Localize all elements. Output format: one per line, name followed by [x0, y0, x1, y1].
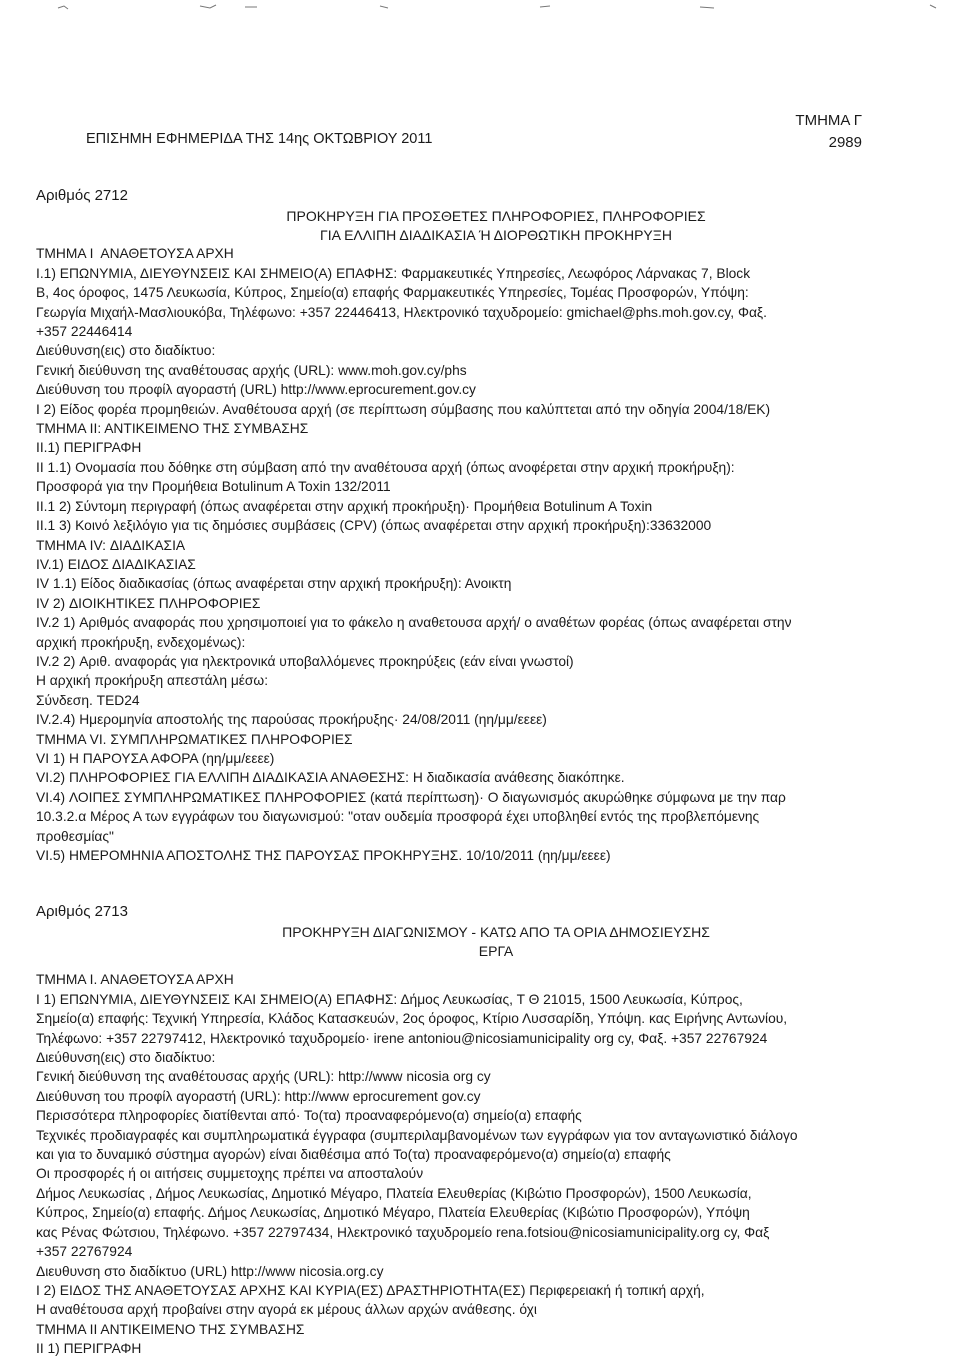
text-line: Περισσότερα πληροφορίες διατίθενται από· Το(τα) προαναφερόμενο(α) σημείο(α) επαφής [36, 1108, 582, 1124]
text-line: 10.3.2.α Μέρος Α των εγγράφων του διαγωνισμού: "οταν ουδεμία προσφορά έχει υποβληθεί εντός της προβλεπόμενης [36, 809, 760, 825]
text-line: ΙV.2 1) Αριθμός αναφοράς που χρησιμοποιεί για το φάκελο η αναθετουσα αρχή/ ο αναθέτων φορέας (όπως αναφέρεται στην [36, 615, 792, 631]
notice-body [36, 244, 866, 865]
text-line: και για το δυναμικό σύστημα αγορών) είναι διαθέσιμα από Το(τα) προαναφερόμενο(α) σημείο(α) επαφής [36, 1147, 671, 1163]
text-line: ΤΜΗΜΑ VI. ΣΥΜΠΛΗΡΩΜΑΤΙΚΕΣ ΠΛΗΡΟΦΟΡΙΕΣ [36, 731, 353, 747]
header-right [795, 110, 862, 154]
text-line: +357 22446414 [36, 324, 133, 340]
text-line: +357 22767924 [36, 1244, 133, 1260]
section-label: ΤΜΗΜΑ Γ [795, 112, 862, 129]
text-line: Τηλέφωνο: +357 22797412, Ηλεκτρονικό ταχυδρομείο· irene antoniou@nicosiamunicipality org cy, Φαξ. +357 22767924 [36, 1030, 768, 1046]
text-line: VI 1) Η ΠΑΡΟΥΣΑ ΑΦΟΡΑ (ηη/μμ/εεεε) [36, 750, 275, 766]
text-line: VI.5) ΗΜΕΡΟΜΗΝΙΑ ΑΠΟΣΤΟΛΗΣ ΤΗΣ ΠΑΡΟΥΣΑΣ ΠΡΟΚΗΡΥΞΗΣ. 10/10/2011 (ηη/μμ/εεεε) [36, 848, 611, 863]
text-line: B, 4ος όροφος, 1475 Λευκωσία, Κύπρος, Σημείο(α) επαφής Φαρμακευτικές Υπηρεσίες, Τομέας Προσφορών, Υπόψη: [36, 285, 749, 301]
notice-title-line: ΕΡΓΑ [478, 942, 514, 959]
text-line: ΤΜΗΜΑ Ι. ΑΝΑΘΕΤΟΥΣΑ ΑΡΧΗ [36, 972, 234, 988]
scan-artifacts [0, 0, 960, 20]
text-line: Κύπρος, Σημείο(α) επαφής. Δήμος Λευκωσίας, Δημοτικό Μέγαρο, Πλατεία Ελευθερίας (Κιβώτιο Προσφορών), Υπόψη [36, 1205, 750, 1221]
text-line: Η αναθέτουσα αρχή προβαίνει στην αγορά εκ μέρους άλλων αρχών ανάθεσης. όχι [36, 1302, 537, 1318]
text-line: Σύνδεση. TED24 [36, 692, 140, 708]
notice-title [36, 923, 866, 960]
text-line: Σημείο(α) επαφής: Τεχνική Υπηρεσία, Κλάδος Κατασκευών, 2ος όροφος, Κτίριο Λυσσαρίδη, Υπόψη. κας Ειρήνης Αντωνίου, [36, 1011, 788, 1027]
text-line: ΤΜΗΜΑ ΙV: ΔΙΑΔΙΚΑΣΙΑ [36, 537, 186, 553]
text-line: Γενική διεύθυνση της αναθέτουσας αρχής (URL): www.moh.gov.cy/phs [36, 362, 467, 378]
gazette-title: ΕΠΙΣΗΜΗ ΕΦΗΜΕΡΙΔΑ ΤΗΣ 14ης ΟΚΤΩΒΡΙΟΥ 2011 [86, 131, 433, 147]
text-line: Ι 1) ΕΠΩΝΥΜΙΑ, ΔΙΕΥΘΥΝΣΕΙΣ ΚΑΙ ΣΗΜΕΙΟ(Α) ΕΠΑΦΗΣ: Δήμος Λευκωσίας, Τ Θ 21015, 1500 Λευκωσία, Κύπρος, [36, 991, 743, 1007]
notice-title-line: ΠΡΟΚΗΡΥΞΗ ΔΙΑΓΩΝΙΣΜΟΥ - ΚΑΤΩ ΑΠΟ ΤΑ ΟΡΙΑ ΔΗΜΟΣΙΕΥΣΗΣ [282, 924, 710, 941]
text-line: ΙΙ.1) ΠΕΡΙΓΡΑΦΗ [36, 440, 142, 456]
text-line: αρχική προκήρυξη, ενδεχομένως): [36, 634, 246, 650]
text-line: Διεύθυνση(εις) στο διαδίκτυο: [36, 343, 216, 359]
text-line: Δήμος Λευκωσίας , Δήμος Λευκωσίας, Δημοτικό Μέγαρο, Πλατεία Ελευθερίας (Κιβώτιο Προσφορών), 1500 Λευκωσία, [36, 1185, 752, 1201]
text-line: Διεύθυνση(εις) στο διαδίκτυο: [36, 1050, 216, 1066]
text-line: ΙV 2) ΔΙΟΙΚΗΤΙΚΕΣ ΠΛΗΡΟΦΟΡΙΕΣ [36, 595, 261, 611]
notice-number: Αριθμός 2712 [36, 187, 128, 204]
page-number: 2989 [828, 134, 862, 151]
text-line: Τεχνικές προδιαγραφές και συμπληρωματικά έγγραφα (συμπεριλαμβανομένων των εγγράφων για τον ανταγωνιστικό διάλογο [36, 1127, 798, 1143]
text-line: Διεύθυνση του προφίλ αγοραστή (URL): http://www eprocurement gov.cy [36, 1088, 481, 1104]
notice-body [36, 970, 866, 1358]
text-line: κας Ρένας Φώτσιου, Τηλέφωνο. +357 22797434, Ηλεκτρονικό ταχυδρομείο rena.fotsiou@nicosiamunicipality.org cy, Φαξ [36, 1224, 770, 1240]
notice-2713 [36, 902, 866, 1359]
text-line: Ι 2) Είδος φορέα προμηθειών. Αναθέτουσα αρχή (σε περίπτωση σύμβασης που καλύπτεται από την οδηγία 2004/18/ΕΚ) [36, 401, 771, 417]
text-line: ΤΜΗΜΑ ΙΙ: ΑΝΤΙΚΕΙΜΕΝΟ ΤΗΣ ΣΥΜΒΑΣΗΣ [36, 421, 309, 437]
notice-title-line: ΓΙΑ ΕΛΛΙΠΗ ΔΙΑΔΙΚΑΣΙΑ Ή ΔΙΟΡΘΩΤΙΚΗ ΠΡΟΚΗΡΥΞΗ [320, 226, 672, 243]
text-line: Οι προσφορές ή οι αιτήσεις συμμετοχης πρέπει να αποσταλούν [36, 1166, 424, 1182]
notice-2712 [36, 186, 866, 865]
text-line: ΙΙ 1.1) Ονομασία που δόθηκε στη σύμβαση από την αναθέτουσα αρχή (όπως ανοφέρεται στην αρχική προκήρυξη): [36, 459, 735, 475]
notice-title [36, 207, 866, 244]
text-line: ΙΙ.1 2) Σύντομη περιγραφή (όπως αναφέρεται στην αρχική προκήρυξη)· Προμήθεια Botulinum A Toxin [36, 498, 653, 514]
text-line: ΤΜΗΜΑ ΙΙ ΑΝΤΙΚΕΙΜΕΝΟ ΤΗΣ ΣΥΜΒΑΣΗΣ [36, 1321, 305, 1337]
text-line: ΤΜΗΜΑ Ι ΑΝΑΘΕΤΟΥΣΑ ΑΡΧΗ [36, 246, 234, 262]
text-line: Διεύθυνση του προφίλ αγοραστή (URL) http://www.eprocurement.gov.cy [36, 382, 476, 398]
text-line: Ι 2) ΕΙΔΟΣ ΤΗΣ ΑΝΑΘΕΤΟΥΣΑΣ ΑΡΧΗΣ ΚΑΙ ΚΥΡΙΑ(ΕΣ) ΔΡΑΣΤΗΡΙΟΤΗΤΑ(ΕΣ) Περιφερειακή ή τοπική αρχή, [36, 1282, 705, 1298]
text-line: ΙΙ 1) ΠΕΡΙΓΡΑΦΗ [36, 1341, 142, 1357]
text-line: ΙΙ.1 3) Κοινό λεξιλόγιο για τις δημόσιες συμβάσεις (CPV) (όπως αναφέρεται στην αρχική προκήρυξη):33632000 [36, 518, 712, 534]
text-line: Γεωργία Μιχαήλ-Μασλιουκόβα, Τηλέφωνο: +357 22446413, Ηλεκτρονικό ταχυδρομείο: gmichael@phs.moh.gov.cy, Φαξ. [36, 304, 767, 320]
text-line: VI.4) ΛΟΙΠΕΣ ΣΥΜΠΛΗΡΩΜΑΤΙΚΕΣ ΠΛΗΡΟΦΟΡΙΕΣ (κατά περίπτωση)· Ο διαγωνισμός ακυρώθηκε σύμφωνα με την παρ [36, 789, 786, 805]
text-line: προθεσμίας" [36, 828, 114, 844]
text-line: ΙV.2 2) Αριθ. αναφοράς για ηλεκτρονικά υποβαλλόμενες προκηρύξεις (εάν είναι γνωστοί) [36, 653, 574, 669]
text-line: ΙV.2.4) Ημερομηνία αποστολής της παρούσας προκήρυξης· 24/08/2011 (ηη/μμ/εεεε) [36, 712, 547, 728]
text-line: ΙV.1) ΕΙΔΟΣ ΔΙΑΔΙΚΑΣΙΑΣ [36, 556, 196, 572]
text-line: Η αρχική προκήρυξη απεστάλη μέσω: [36, 673, 269, 689]
text-line: Ι.1) ΕΠΩΝΥΜΙΑ, ΔΙΕΥΘΥΝΣΕΙΣ ΚΑΙ ΣΗΜΕΙΟ(Α) ΕΠΑΦΗΣ: Φαρμακευτικές Υπηρεσίες, Λεωφόρος Λάρνακας 7, Block [36, 265, 751, 281]
text-line: Γενική διεύθυνση της αναθέτουσας αρχής (URL): http://www nicosia org cy [36, 1069, 491, 1085]
text-line: VI.2) ΠΛΗΡΟΦΟΡΙΕΣ ΓΙΑ ΕΛΛΙΠΗ ΔΙΑΔΙΚΑΣΙΑ ΑΝΑΘΕΣΗΣ: Η διαδικασία ανάθεσης διακόπηκε. [36, 770, 625, 786]
text-line: Προσφορά για την Προμήθεια Botulinum A Toxin 132/2011 [36, 479, 391, 495]
notice-number: Αριθμός 2713 [36, 903, 128, 920]
text-line: ΙV 1.1) Είδος διαδικασίας (όπως αναφέρεται στην αρχική προκήρυξη): Ανοικτη [36, 576, 512, 592]
notice-title-line: ΠΡΟΚΗΡΥΞΗ ΓΙΑ ΠΡΟΣΘΕΤΕΣ ΠΛΗΡΟΦΟΡΙΕΣ, ΠΛΗΡΟΦΟΡΙΕΣ [286, 208, 706, 225]
text-line: Διευθυνση στο διαδίκτυο (URL) http://www nicosia.org.cy [36, 1263, 384, 1279]
